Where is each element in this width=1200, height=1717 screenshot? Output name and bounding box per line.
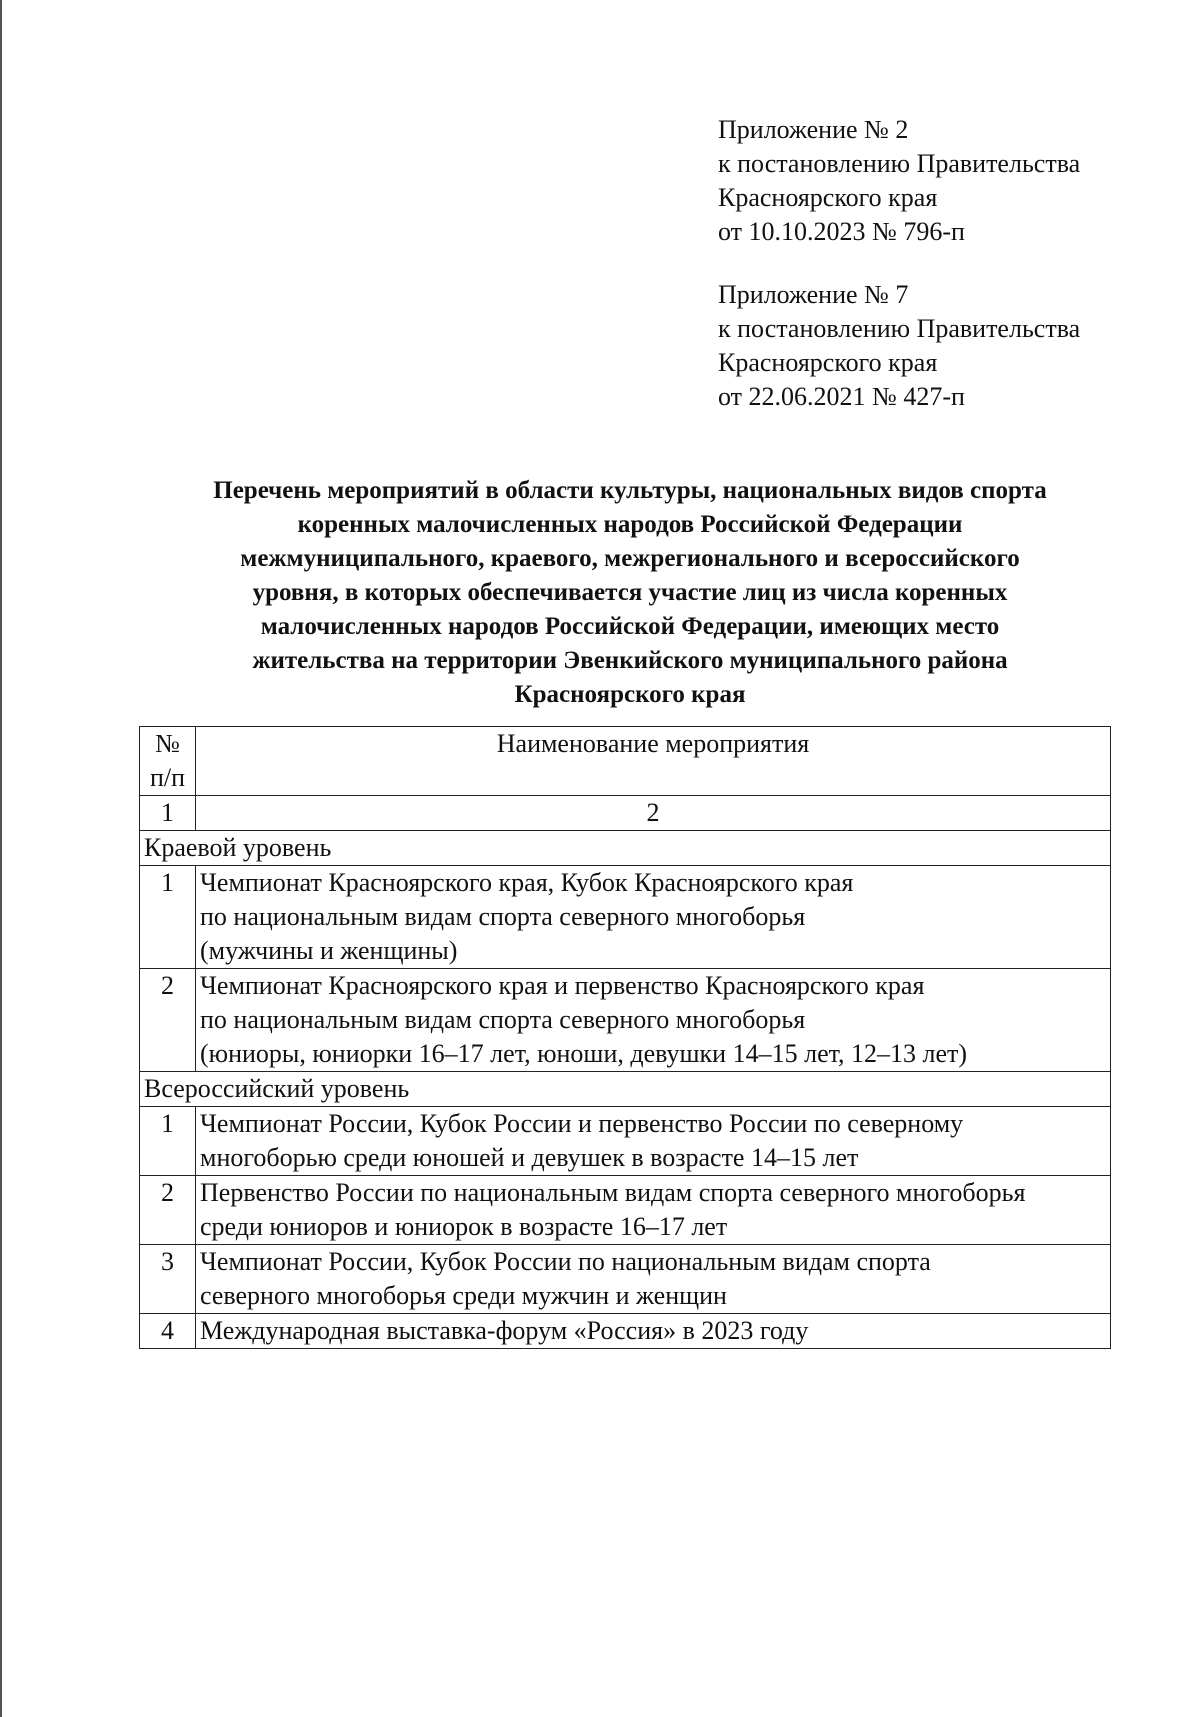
section-row: [140, 831, 1111, 866]
row-name: [196, 1176, 1111, 1245]
row-number: 1: [140, 1107, 196, 1176]
table-row: [140, 1314, 1111, 1349]
column-number-cell: 2: [196, 796, 1111, 831]
row-name-line: Чемпионат Красноярского края, Кубок Красноярского края: [200, 868, 854, 897]
title-line: уровня, в которых обеспечивается участие лиц из числа коренных: [252, 579, 1008, 606]
table-header-row: [140, 727, 1111, 796]
row-name-line: северного многоборья среди мужчин и женщин: [200, 1281, 727, 1310]
row-name-line: (юниоры, юниорки 16–17 лет, юноши, девушки 14–15 лет, 12–13 лет): [200, 1039, 968, 1068]
appendix-line: Красноярского края: [718, 348, 938, 377]
table-row: [140, 866, 1111, 969]
appendix-line: от 22.06.2021 № 427-п: [718, 382, 965, 411]
row-name: [196, 866, 1111, 969]
column-numbers-row: [140, 796, 1111, 831]
row-number: 4: [140, 1314, 196, 1349]
title-line: межмуниципального, краевого, межрегионального и всероссийского: [240, 545, 1020, 572]
row-name-line: Чемпионат России, Кубок России по национальным видам спорта: [200, 1247, 931, 1276]
row-name-line: по национальным видам спорта северного многоборья: [200, 902, 806, 931]
row-name-line: среди юниоров и юниорок в возрасте 16–17 лет: [200, 1212, 728, 1241]
title-line: жительства на территории Эвенкийского муниципального района: [252, 647, 1008, 674]
header-number-cell: [140, 727, 196, 796]
appendix-line: Приложение № 7: [718, 280, 909, 309]
row-name-line: (мужчины и женщины): [200, 936, 458, 965]
column-number-cell: 1: [140, 796, 196, 831]
section-title: Всероссийский уровень: [140, 1072, 1111, 1107]
header-number-label: №: [155, 729, 180, 758]
appendix-note-2: [718, 113, 1080, 249]
appendix-note-7: [718, 278, 1080, 414]
appendix-line: Приложение № 2: [718, 115, 909, 144]
row-number: 3: [140, 1245, 196, 1314]
row-name-line: многоборью среди юношей и девушек в возрасте 14–15 лет: [200, 1143, 859, 1172]
row-name: [196, 1314, 1111, 1349]
row-name-line: Международная выставка-форум «Россия» в 2023 году: [200, 1316, 809, 1345]
appendix-line: от 10.10.2023 № 796-п: [718, 217, 965, 246]
page-edge-line: [0, 0, 2, 1717]
row-name: [196, 1245, 1111, 1314]
title-line: малочисленных народов Российской Федерации, имеющих место: [260, 613, 1000, 640]
header-name-cell: [196, 727, 1111, 796]
table-row: [140, 1176, 1111, 1245]
section-title: Краевой уровень: [140, 831, 1111, 866]
row-name-line: Первенство России по национальным видам спорта северного многоборья: [200, 1178, 1026, 1207]
title-line: Перечень мероприятий в области культуры, национальных видов спорта: [213, 477, 1047, 504]
appendix-line: Красноярского края: [718, 183, 938, 212]
events-table: [139, 726, 1111, 1349]
title-line: Красноярского края: [514, 681, 746, 708]
appendix-line: к постановлению Правительства: [718, 314, 1081, 343]
section-row: [140, 1072, 1111, 1107]
document-title: [130, 474, 1130, 712]
table-row: [140, 1245, 1111, 1314]
table-row: [140, 969, 1111, 1072]
row-name-line: Чемпионат Красноярского края и первенство Красноярского края: [200, 971, 925, 1000]
row-number: 2: [140, 969, 196, 1072]
row-name: [196, 969, 1111, 1072]
row-name-line: по национальным видам спорта северного многоборья: [200, 1005, 806, 1034]
appendix-line: к постановлению Правительства: [718, 149, 1081, 178]
header-number-label: п/п: [149, 763, 186, 792]
row-name-line: Чемпионат России, Кубок России и первенство России по северному: [200, 1109, 964, 1138]
row-number: 2: [140, 1176, 196, 1245]
header-name-label: Наименование мероприятия: [496, 729, 810, 758]
row-number: 1: [140, 866, 196, 969]
table-row: [140, 1107, 1111, 1176]
row-name: [196, 1107, 1111, 1176]
title-line: коренных малочисленных народов Российской Федерации: [297, 511, 963, 538]
